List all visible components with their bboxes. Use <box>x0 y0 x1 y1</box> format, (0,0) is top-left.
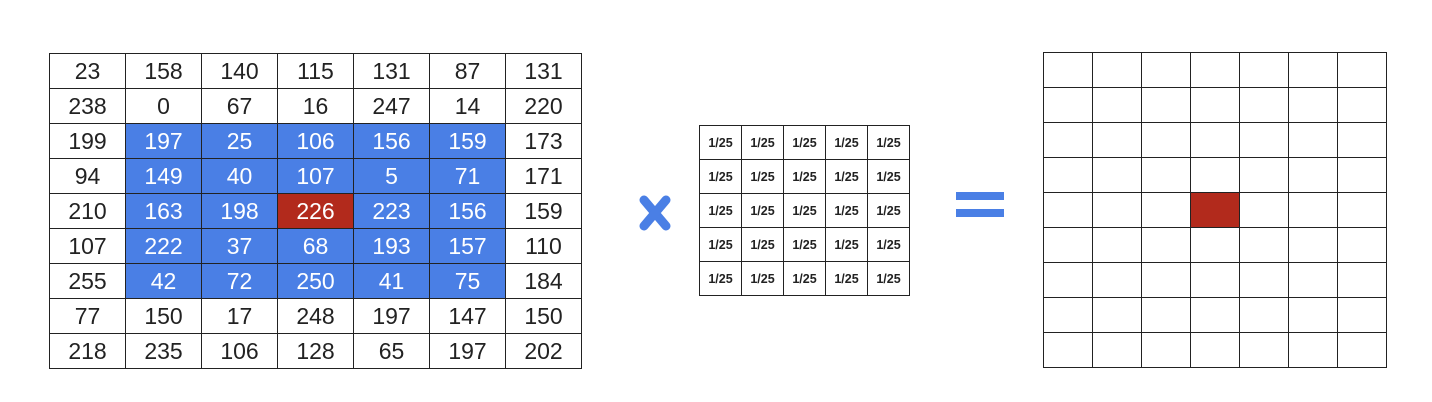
output-cell <box>1289 158 1338 193</box>
input-cell: 159 <box>506 194 582 229</box>
input-cell: 110 <box>506 229 582 264</box>
input-cell: 247 <box>354 89 430 124</box>
output-cell <box>1338 263 1387 298</box>
input-cell: 173 <box>506 124 582 159</box>
input-cell: 248 <box>278 299 354 334</box>
output-row <box>1044 123 1387 158</box>
kernel-cell: 1/25 <box>742 160 784 194</box>
output-cell <box>1142 193 1191 228</box>
input-cell: 16 <box>278 89 354 124</box>
output-cell <box>1240 88 1289 123</box>
kernel-cell: 1/25 <box>826 160 868 194</box>
input-cell-center: 226 <box>278 194 354 229</box>
kernel-row <box>700 160 910 194</box>
input-cell: 23 <box>50 54 126 89</box>
input-cell: 147 <box>430 299 506 334</box>
input-cell-window: 41 <box>354 264 430 299</box>
input-cell-window: 156 <box>430 194 506 229</box>
output-cell <box>1289 193 1338 228</box>
kernel-row <box>700 228 910 262</box>
input-row <box>50 334 582 369</box>
input-cell: 150 <box>506 299 582 334</box>
input-cell: 115 <box>278 54 354 89</box>
kernel-cell: 1/25 <box>700 194 742 228</box>
output-cell <box>1191 333 1240 368</box>
input-cell: 199 <box>50 124 126 159</box>
output-cell <box>1289 263 1338 298</box>
kernel-cell: 1/25 <box>700 126 742 160</box>
output-cell <box>1338 158 1387 193</box>
output-cell <box>1191 158 1240 193</box>
input-cell-window: 149 <box>126 159 202 194</box>
input-matrix <box>49 53 582 369</box>
kernel-row <box>700 126 910 160</box>
input-cell: 202 <box>506 334 582 369</box>
input-cell-window: 72 <box>202 264 278 299</box>
input-cell: 17 <box>202 299 278 334</box>
output-cell <box>1191 298 1240 333</box>
output-cell <box>1093 158 1142 193</box>
output-cell <box>1240 298 1289 333</box>
output-cell <box>1044 123 1093 158</box>
output-cell <box>1142 263 1191 298</box>
input-cell-window: 157 <box>430 229 506 264</box>
input-cell-window: 156 <box>354 124 430 159</box>
input-cell-window: 71 <box>430 159 506 194</box>
input-cell: 197 <box>354 299 430 334</box>
input-cell-window: 222 <box>126 229 202 264</box>
input-cell-window: 37 <box>202 229 278 264</box>
output-cell <box>1142 298 1191 333</box>
kernel-cell: 1/25 <box>868 126 910 160</box>
output-row <box>1044 298 1387 333</box>
output-cell <box>1191 53 1240 88</box>
output-cell <box>1289 298 1338 333</box>
output-row <box>1044 193 1387 228</box>
output-cell <box>1093 333 1142 368</box>
output-cell <box>1338 88 1387 123</box>
output-cell <box>1240 228 1289 263</box>
kernel-cell: 1/25 <box>742 194 784 228</box>
input-cell-window: 197 <box>126 124 202 159</box>
kernel-cell: 1/25 <box>826 262 868 296</box>
output-matrix <box>1043 52 1387 368</box>
output-cell <box>1338 53 1387 88</box>
input-cell-window: 25 <box>202 124 278 159</box>
input-cell: 255 <box>50 264 126 299</box>
output-cell <box>1289 53 1338 88</box>
output-row <box>1044 263 1387 298</box>
output-cell <box>1044 88 1093 123</box>
output-cell <box>1142 333 1191 368</box>
input-cell-window: 159 <box>430 124 506 159</box>
kernel-cell: 1/25 <box>868 262 910 296</box>
input-cell: 77 <box>50 299 126 334</box>
input-cell: 171 <box>506 159 582 194</box>
output-cell <box>1191 123 1240 158</box>
output-cell <box>1044 193 1093 228</box>
output-row <box>1044 53 1387 88</box>
kernel-row <box>700 194 910 228</box>
kernel-cell: 1/25 <box>868 194 910 228</box>
output-cell <box>1240 333 1289 368</box>
kernel-cell: 1/25 <box>784 160 826 194</box>
output-cell <box>1044 158 1093 193</box>
input-row <box>50 159 582 194</box>
output-cell <box>1044 263 1093 298</box>
kernel-cell: 1/25 <box>784 194 826 228</box>
kernel-matrix <box>699 125 910 296</box>
output-cell <box>1240 263 1289 298</box>
kernel-cell: 1/25 <box>784 126 826 160</box>
kernel-cell: 1/25 <box>700 160 742 194</box>
kernel-cell: 1/25 <box>826 194 868 228</box>
input-cell: 65 <box>354 334 430 369</box>
output-cell <box>1044 298 1093 333</box>
input-cell: 94 <box>50 159 126 194</box>
input-cell-window: 5 <box>354 159 430 194</box>
output-cell <box>1093 53 1142 88</box>
input-cell: 128 <box>278 334 354 369</box>
kernel-cell: 1/25 <box>826 228 868 262</box>
output-cell <box>1093 123 1142 158</box>
output-cell <box>1044 333 1093 368</box>
output-cell <box>1191 228 1240 263</box>
input-cell: 158 <box>126 54 202 89</box>
output-cell <box>1338 228 1387 263</box>
output-cell <box>1289 228 1338 263</box>
input-cell: 131 <box>506 54 582 89</box>
input-cell-window: 68 <box>278 229 354 264</box>
output-cell <box>1338 333 1387 368</box>
kernel-cell: 1/25 <box>742 126 784 160</box>
input-row <box>50 124 582 159</box>
input-cell: 107 <box>50 229 126 264</box>
output-cell <box>1338 193 1387 228</box>
input-cell: 184 <box>506 264 582 299</box>
input-cell-window: 42 <box>126 264 202 299</box>
input-cell-window: 106 <box>278 124 354 159</box>
input-cell: 235 <box>126 334 202 369</box>
input-cell: 140 <box>202 54 278 89</box>
output-cell <box>1289 88 1338 123</box>
output-cell <box>1142 158 1191 193</box>
input-row <box>50 89 582 124</box>
input-cell: 220 <box>506 89 582 124</box>
output-cell <box>1142 53 1191 88</box>
input-cell-window: 40 <box>202 159 278 194</box>
kernel-cell: 1/25 <box>826 126 868 160</box>
input-cell: 131 <box>354 54 430 89</box>
input-cell: 0 <box>126 89 202 124</box>
output-cell <box>1142 88 1191 123</box>
input-cell: 106 <box>202 334 278 369</box>
output-cell <box>1093 193 1142 228</box>
output-cell <box>1093 228 1142 263</box>
kernel-cell: 1/25 <box>868 160 910 194</box>
kernel-cell: 1/25 <box>700 228 742 262</box>
kernel-cell: 1/25 <box>784 228 826 262</box>
input-cell-window: 250 <box>278 264 354 299</box>
input-cell: 14 <box>430 89 506 124</box>
kernel-row <box>700 262 910 296</box>
output-cell <box>1240 193 1289 228</box>
input-cell: 87 <box>430 54 506 89</box>
output-cell <box>1044 228 1093 263</box>
input-cell: 67 <box>202 89 278 124</box>
kernel-cell: 1/25 <box>784 262 826 296</box>
kernel-cell: 1/25 <box>742 228 784 262</box>
output-cell <box>1240 158 1289 193</box>
kernel-cell: 1/25 <box>742 262 784 296</box>
output-row <box>1044 333 1387 368</box>
input-row <box>50 54 582 89</box>
output-row <box>1044 228 1387 263</box>
output-cell <box>1240 123 1289 158</box>
input-cell-window: 198 <box>202 194 278 229</box>
kernel-cell: 1/25 <box>868 228 910 262</box>
output-cell <box>1240 53 1289 88</box>
output-cell <box>1338 123 1387 158</box>
output-cell <box>1093 88 1142 123</box>
output-cell <box>1093 298 1142 333</box>
input-cell-window: 223 <box>354 194 430 229</box>
output-cell <box>1142 123 1191 158</box>
output-cell-result <box>1191 193 1240 228</box>
equals-icon <box>956 190 1004 220</box>
output-row <box>1044 88 1387 123</box>
input-row <box>50 194 582 229</box>
multiply-icon <box>638 194 672 232</box>
input-cell: 218 <box>50 334 126 369</box>
input-cell: 238 <box>50 89 126 124</box>
input-row <box>50 264 582 299</box>
input-cell: 197 <box>430 334 506 369</box>
output-cell <box>1289 123 1338 158</box>
input-cell: 210 <box>50 194 126 229</box>
output-cell <box>1289 333 1338 368</box>
input-row <box>50 229 582 264</box>
kernel-cell: 1/25 <box>700 262 742 296</box>
output-cell <box>1191 88 1240 123</box>
input-cell-window: 193 <box>354 229 430 264</box>
input-row <box>50 299 582 334</box>
output-cell <box>1093 263 1142 298</box>
output-cell <box>1338 298 1387 333</box>
input-cell-window: 163 <box>126 194 202 229</box>
output-cell <box>1142 228 1191 263</box>
output-cell <box>1191 263 1240 298</box>
output-row <box>1044 158 1387 193</box>
output-cell <box>1044 53 1093 88</box>
input-cell-window: 107 <box>278 159 354 194</box>
input-cell-window: 75 <box>430 264 506 299</box>
input-cell: 150 <box>126 299 202 334</box>
